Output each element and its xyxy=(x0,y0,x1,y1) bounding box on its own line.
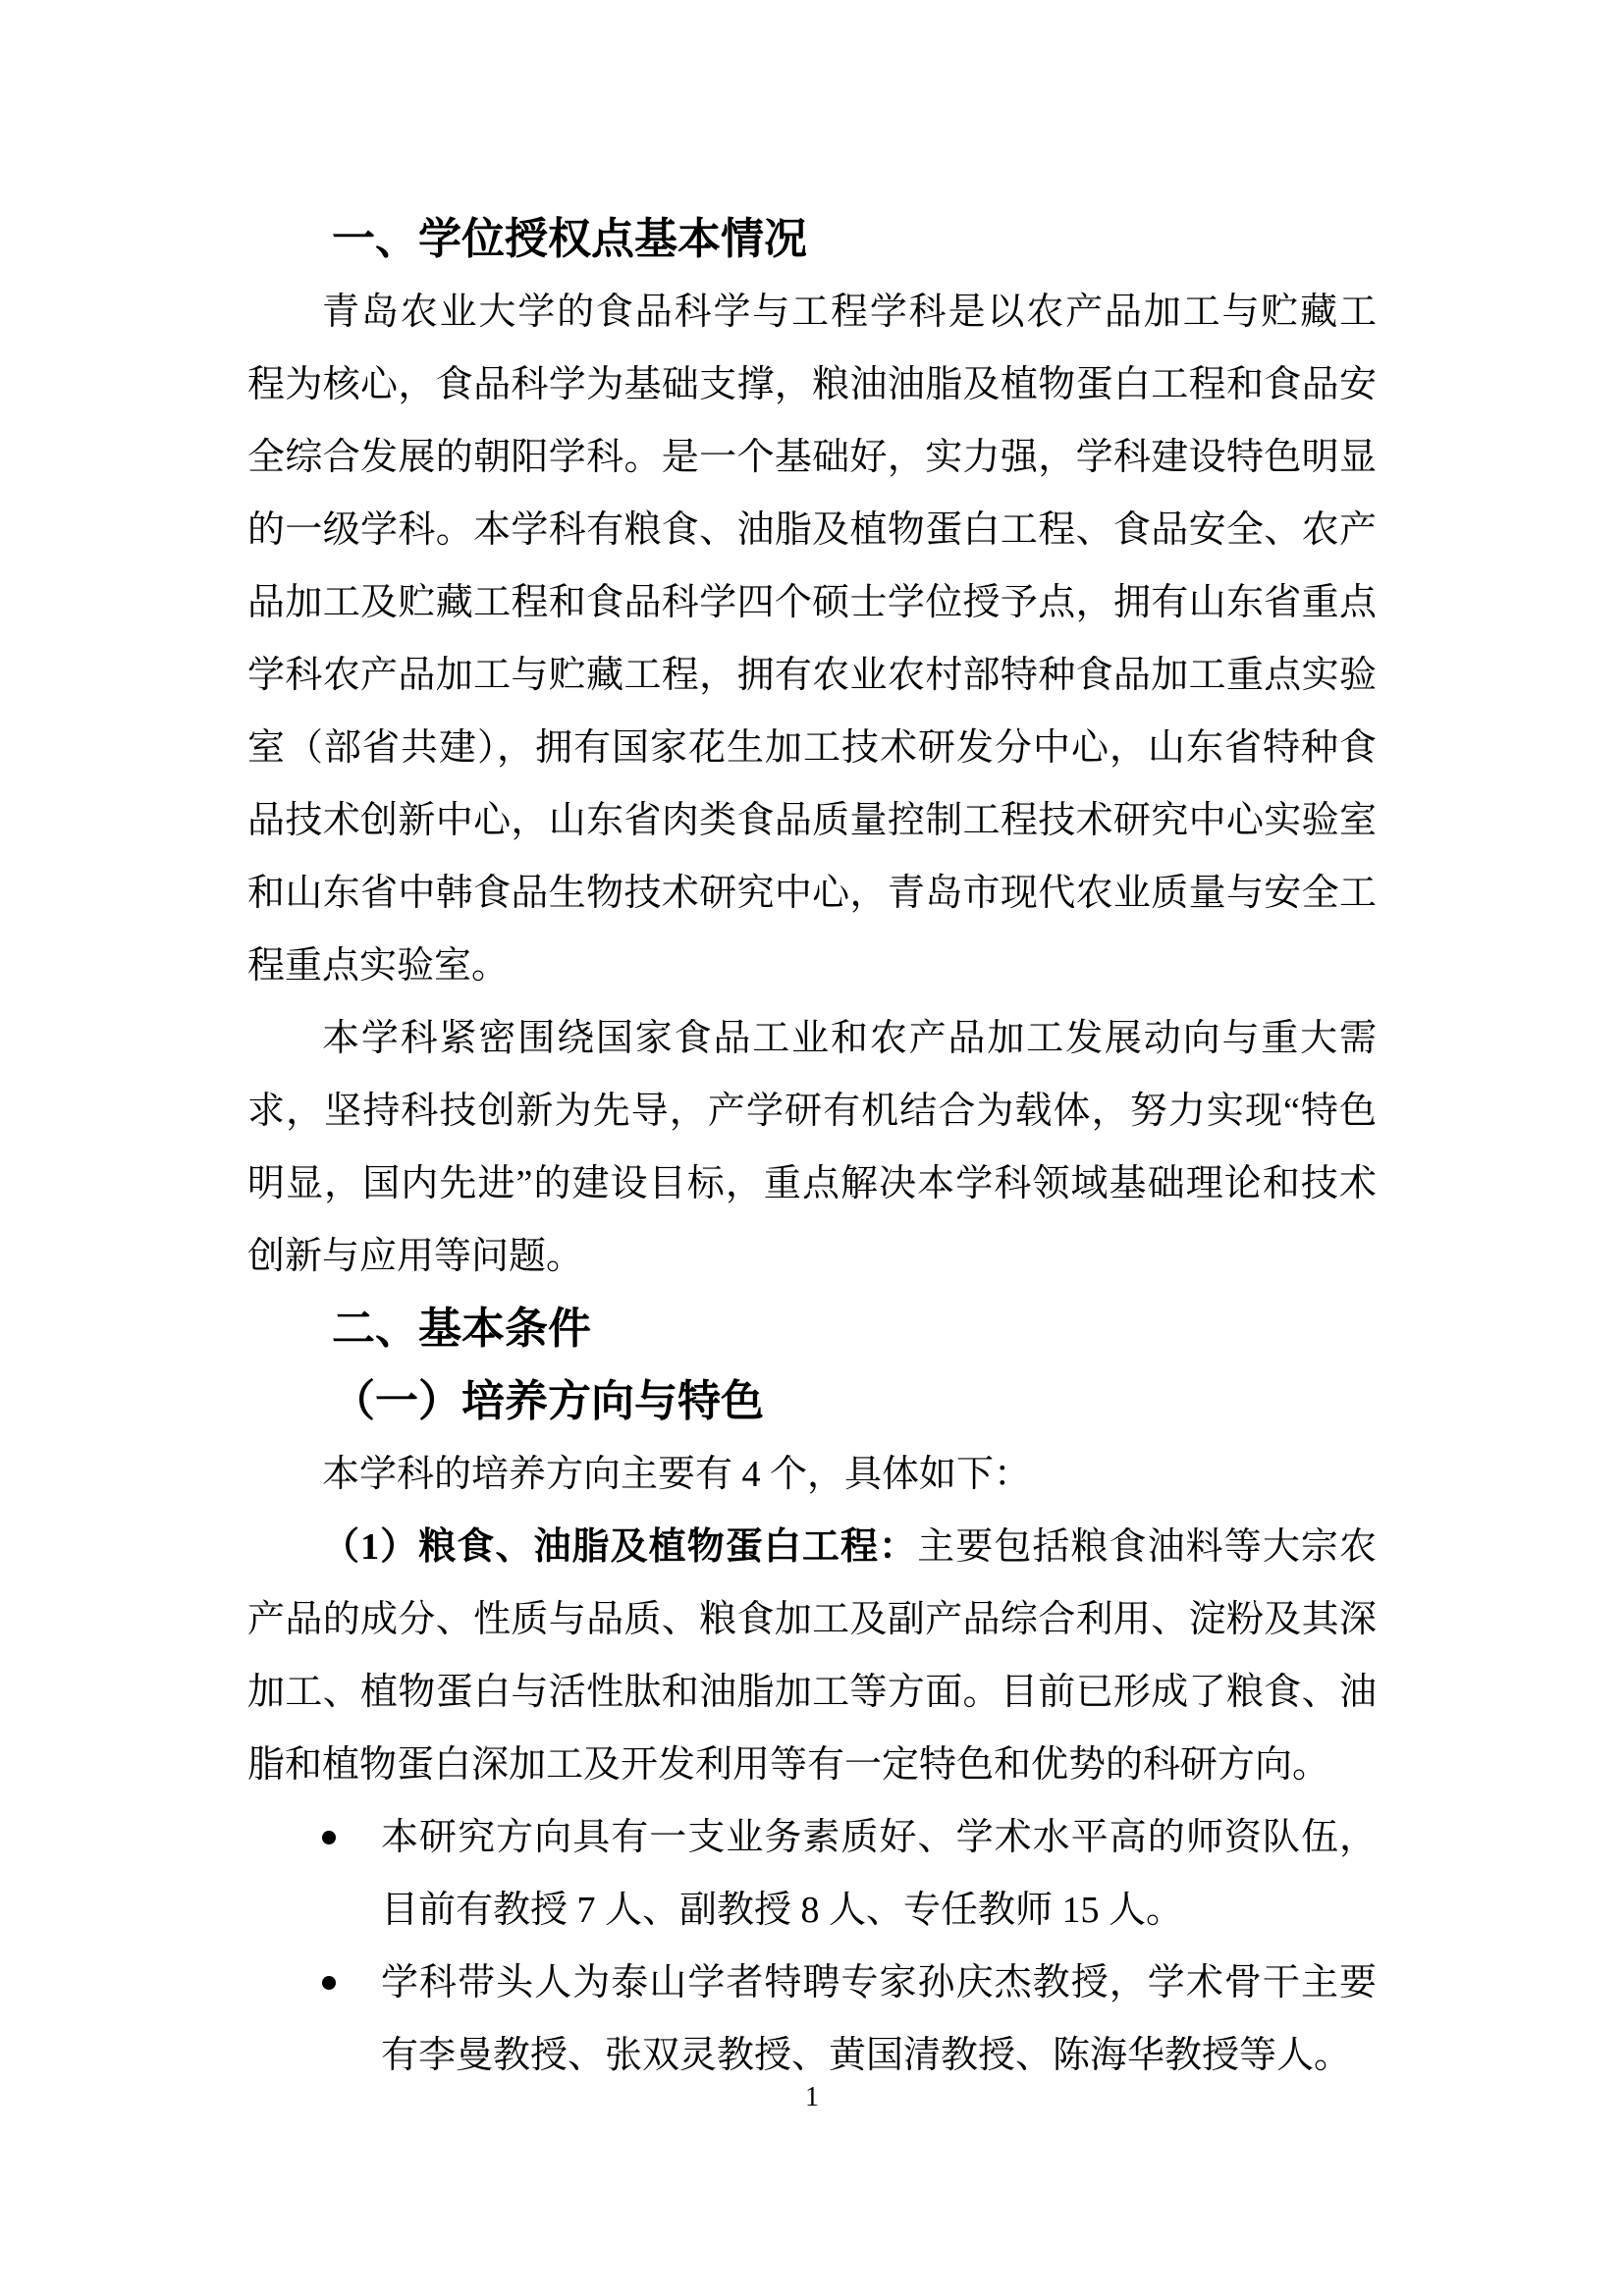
text-line xyxy=(247,1511,1377,1583)
section-heading: （一）培养方向与特色 xyxy=(332,1376,764,1426)
bullet-icon xyxy=(322,1976,336,1990)
text-line xyxy=(247,1729,1377,1801)
text: 程重点实验室。 xyxy=(247,945,510,987)
text-line xyxy=(247,494,1377,566)
text-line xyxy=(247,1220,1377,1293)
text: 加工、植物蛋白与活性肽和油脂加工等方面。目前已形成了粮食、油 xyxy=(247,1672,1377,1713)
text-line xyxy=(247,566,1377,639)
text: 程为核心，食品科学为基础支撑，粮油油脂及植物蛋白工程和食品安 xyxy=(247,364,1377,405)
section-heading: 一、学位授权点基本情况 xyxy=(332,214,807,264)
text-line xyxy=(247,857,1377,930)
text-line xyxy=(247,639,1377,712)
text: 室（部省共建），拥有国家花生加工技术研发分中心，山东省特种食 xyxy=(247,727,1377,769)
text-line xyxy=(247,712,1377,784)
text: 产品的成分、性质与品质、粮食加工及副产品综合利用、淀粉及其深 xyxy=(247,1599,1377,1640)
paragraph xyxy=(247,1438,1377,1511)
text-line xyxy=(247,1656,1377,1729)
text: 品加工及贮藏工程和食品科学四个硕士学位授予点，拥有山东省重点 xyxy=(247,582,1377,623)
paragraph xyxy=(247,1511,1377,1801)
section-heading: 二、基本条件 xyxy=(332,1304,591,1354)
bullet-icon xyxy=(322,1831,336,1844)
text: 学科农产品加工与贮藏工程，拥有农业农村部特种食品加工重点实验 xyxy=(247,655,1377,696)
text-line xyxy=(381,1947,1377,2019)
text: 本学科的培养方向主要有 4 个，具体如下： xyxy=(322,1454,1032,1495)
bullet-item xyxy=(247,1801,1377,1947)
text-line xyxy=(247,1438,1377,1511)
text: 青岛农业大学的食品科学与工程学科是以农产品加工与贮藏工 xyxy=(322,292,1377,333)
text-line xyxy=(247,1583,1377,1656)
bold-text: （1）粮食、油脂及植物蛋白工程： xyxy=(322,1526,918,1568)
text: 明显，国内先进”的建设目标，重点解决本学科领域基础理论和技术 xyxy=(247,1163,1377,1204)
paragraph xyxy=(247,1002,1377,1293)
text: 求，坚持科技创新为先导，产学研有机结合为载体，努力实现“特色 xyxy=(247,1091,1377,1132)
paragraph xyxy=(247,276,1377,1002)
text: 的一级学科。本学科有粮食、油脂及植物蛋白工程、食品安全、农产 xyxy=(247,509,1377,551)
text: 主要包括粮食油料等大宗农 xyxy=(917,1526,1377,1568)
text: 本研究方向具有一支业务素质好、学术水平高的师资队伍， xyxy=(381,1817,1377,1858)
text: 学科带头人为泰山学者特聘专家孙庆杰教授，学术骨干主要 xyxy=(381,1962,1377,2003)
text: 品技术创新中心，山东省肉类食品质量控制工程技术研究中心实验室 xyxy=(247,800,1377,841)
text: 全综合发展的朝阳学科。是一个基础好，实力强，学科建设特色明显 xyxy=(247,437,1377,478)
bullet-item xyxy=(247,1947,1377,2092)
text-line xyxy=(247,1075,1377,1148)
text: 脂和植物蛋白深加工及开发利用等有一定特色和优势的科研方向。 xyxy=(247,1744,1330,1786)
text: 和山东省中韩食品生物技术研究中心，青岛市现代农业质量与安全工 xyxy=(247,873,1377,914)
text: 目前有教授 7 人、副教授 8 人、专任教师 15 人。 xyxy=(381,1890,1184,1931)
page-number: 1 xyxy=(805,2082,819,2112)
text: 创新与应用等问题。 xyxy=(247,1236,584,1277)
text-line xyxy=(381,1801,1377,1874)
text-line xyxy=(247,348,1377,421)
text-line xyxy=(247,930,1377,1002)
text-line xyxy=(247,421,1377,494)
text: 有李曼教授、张双灵教授、黄国清教授、陈海华教授等人。 xyxy=(381,2035,1352,2076)
document-body xyxy=(247,203,1377,2092)
text-line xyxy=(247,1148,1377,1220)
text-line xyxy=(247,1002,1377,1075)
text-line xyxy=(247,784,1377,857)
text-line xyxy=(247,276,1377,348)
text-line xyxy=(381,1874,1377,1947)
text: 本学科紧密围绕国家食品工业和农产品加工发展动向与重大需 xyxy=(322,1018,1377,1059)
